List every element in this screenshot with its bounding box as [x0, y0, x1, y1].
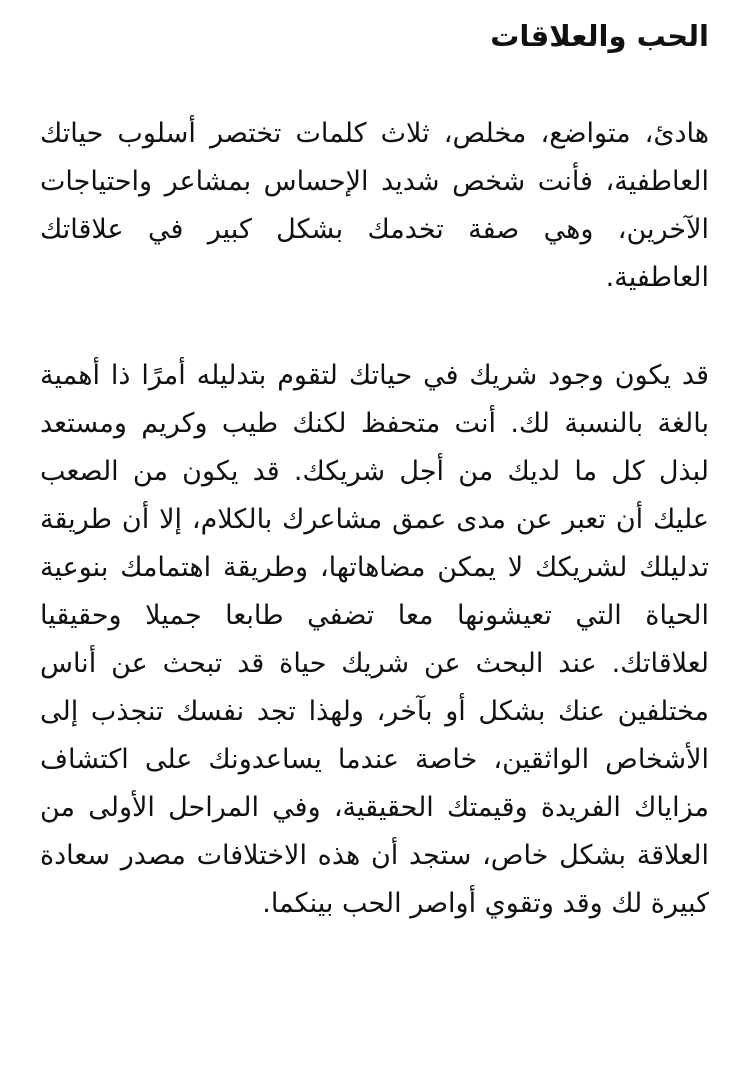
article-paragraph-1: هادئ، متواضع، مخلص، ثلاث كلمات تختصر أسلوب حياتك العاطفية، فأنت شخص شديد الإحساس بمشاعر واحتياجات الآخرين، وهي صفة تخدمك بشكل كبير في علاقاتك العاطفية.: [40, 118, 709, 293]
article-title: الحب والعلاقات: [490, 19, 709, 53]
article-paragraph-2: قد يكون وجود شريك في حياتك لتقوم بتدليله أمرًا ذا أهمية بالغة بالنسبة لك. أنت متحفظ لكنك طيب وكريم ومستعد لبذل كل ما لديك من أجل شريكك. قد يكون من الصعب عليك أن تعبر عن مدى عمق مشاعرك بالكلام، إلا أن طريقة تدليلك لشريكك لا يمكن مضاهاتها، وطريقة اهتمامك بنوعية الحياة التي تعيشونها معا تضفي طابعا جميلا وحقيقيا لعلاقاتك. عند البحث عن شريك حياة قد تبحث عن أناس مختلفين عنك بشكل أو بآخر، ولهذا تجد نفسك تنجذب إلى الأشخاص الواثقين، خاصة عندما يساعدونك على اكتشاف مزاياك الفريدة وقيمتك الحقيقية، وفي المراحل الأولى من العلاقة بشكل خاص، ستجد أن هذه الاختلافات مصدر سعادة كبيرة لك وقد وتقوي أواصر الحب بينكما.: [40, 360, 709, 919]
